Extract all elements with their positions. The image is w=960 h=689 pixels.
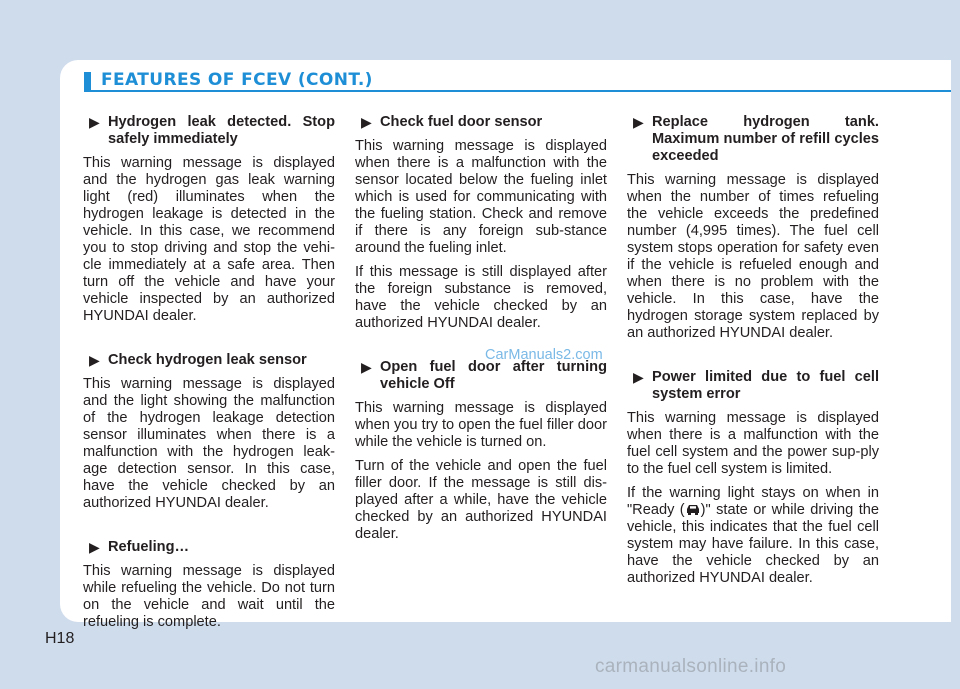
heading-refueling: ▶ Refueling… xyxy=(89,539,190,555)
footer-watermark: carmanualsonline.info xyxy=(595,656,787,677)
paragraph: This warning message is displayed while refueling the vehicle. Do not turn on the vehicle and wait until the refueling is complete. xyxy=(83,563,335,630)
page-number: H18 xyxy=(45,630,75,647)
paragraph: Turn of the vehicle and open the fuel filler door. If the message is still dis-played after a while, have the vehicle checked by an authorized HYUNDAI dealer. xyxy=(355,458,607,542)
heading-power-limited: ▶ Power limited due to fuel cell system error xyxy=(633,369,879,402)
column-1 xyxy=(83,114,335,638)
arrow-icon: ▶ xyxy=(89,352,100,368)
paragraph: If this message is still displayed after the foreign substance is removed, have the vehicle checked by an authorized HYUNDAI dealer. xyxy=(355,264,607,331)
header-underline xyxy=(84,90,951,92)
section-header xyxy=(84,72,951,92)
paragraph: If the warning light stays on when in "Ready ( )" state or while driving the vehicle, this indicates that the fuel cell system may have failure. In this case, have the vehicle checked by an authorized HYUNDAI dealer. xyxy=(627,485,879,586)
column-2 xyxy=(355,114,607,550)
paragraph: This warning message is displayed when you try to open the fuel filler door while the vehicle is turned on. xyxy=(355,400,607,450)
column-3 xyxy=(627,114,879,594)
arrow-icon: ▶ xyxy=(361,359,372,375)
watermark-carmanuals2: CarManuals2.com xyxy=(485,347,603,363)
section-title: FEATURES OF FCEV (CONT.) xyxy=(101,70,373,90)
arrow-icon: ▶ xyxy=(89,114,100,130)
heading-check-hydrogen-leak-sensor: ▶ Check hydrogen leak sensor xyxy=(89,352,307,368)
paragraph: This warning message is displayed when there is a malfunction with the sensor located below the fueling inlet which is used for communicating with the fueling station. Check and remove if there is any foreign sub-stance around the fueling inlet. xyxy=(355,138,607,256)
paragraph: This warning message is displayed when there is a malfunction with the fuel cell system and the power sup-ply to the fuel cell system is limited. xyxy=(627,410,879,477)
arrow-icon: ▶ xyxy=(89,539,100,555)
paragraph: This warning message is displayed and the hydrogen gas leak warning light (red) illuminates when the hydrogen leakage is detected in the vehicle. In this case, we recommend you to stop driving and stop the vehi-cle immediately at a safe area. Then turn off the vehicle and have your vehicle inspected by an authorized HYUNDAI dealer. xyxy=(83,155,335,324)
heading-open-fuel-door: ▶ Open fuel door after turning vehicle Off xyxy=(361,359,607,392)
heading-replace-hydrogen-tank: ▶ Replace hydrogen tank. Maximum number of refill cycles exceeded xyxy=(633,114,879,164)
car-ready-icon xyxy=(685,503,701,515)
heading-check-fuel-door-sensor: ▶ Check fuel door sensor xyxy=(361,114,543,130)
arrow-icon: ▶ xyxy=(633,114,644,130)
arrow-icon: ▶ xyxy=(361,114,372,130)
paragraph: This warning message is displayed when the number of times refueling the vehicle exceeds the predefined number (4,995 times). The fuel cell system stops operation for safety even if the vehicle is refueled enough and when there is no problem with the vehicle. In this case, have the hydrogen storage system replaced by an authorized HYUNDAI dealer. xyxy=(627,172,879,341)
paragraph: This warning message is displayed and the light showing the malfunction of the hydrogen leakage detection sensor illuminates when there is a malfunction with the hydrogen leak-age detection sensor. In this case, have the vehicle checked by an authorized HYUNDAI dealer. xyxy=(83,376,335,511)
arrow-icon: ▶ xyxy=(633,369,644,385)
header-accent-bar xyxy=(84,72,91,92)
heading-hydrogen-leak-detected: ▶ Hydrogen leak detected. Stop safely immediately xyxy=(89,114,335,147)
